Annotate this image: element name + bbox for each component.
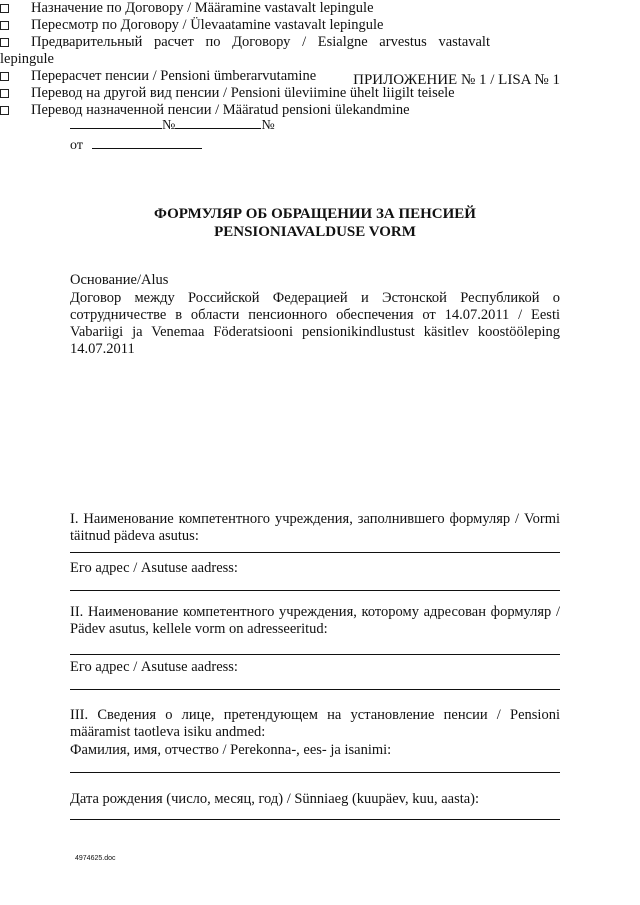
option-transfer-pension[interactable] bbox=[0, 102, 490, 119]
option-label: Перевод на другой вид пенсии / Pensioni üleviimine ühelt liigilt teisele bbox=[31, 85, 455, 101]
number-sign-1: № bbox=[162, 118, 176, 133]
request-type-options bbox=[0, 0, 490, 119]
form-title-ru: ФОРМУЛЯР ОБ ОБРАЩЕНИИ ЗА ПЕНСИЕЙ bbox=[154, 206, 476, 222]
option-recalculation[interactable] bbox=[0, 68, 490, 85]
form-title bbox=[70, 205, 560, 241]
section3-name-label: Фамилия, имя, отчество / Perekonna-, ees- ja isanimi: bbox=[70, 742, 392, 758]
form-title-et: PENSIONIAVALDUSE VORM bbox=[214, 224, 416, 240]
section3-birth-field[interactable] bbox=[70, 819, 560, 820]
checkbox-icon[interactable] bbox=[0, 38, 9, 47]
from-date-line bbox=[70, 136, 202, 154]
option-label: Пересмотр по Договору / Ülevaatamine vastavalt lepingule bbox=[31, 17, 384, 33]
section1-address-label: Его адрес / Asutuse aadress: bbox=[70, 560, 238, 576]
option-label: Перерасчет пенсии / Pensioni ümberarvutamine bbox=[31, 68, 317, 84]
checkbox-icon[interactable] bbox=[0, 106, 9, 115]
option-preliminary-calculation[interactable] bbox=[0, 34, 490, 68]
basis-text: Договор между Российской Федерацией и Эстонской Республикой о сотрудничестве в области пенсионного обеспечения от 14.07.2011 / Eesti Vabariigi ja Venemaa Föderatsiooni pensionikindlustust käsitlev koostööleping 14.07.2011 bbox=[70, 290, 560, 357]
checkbox-icon[interactable] bbox=[0, 21, 9, 30]
annex-label: ПРИЛОЖЕНИЕ № 1 / LISA № 1 bbox=[353, 72, 560, 88]
section1-heading: I. Наименование компетентного учреждения, заполнившего формуляр / Vormi täitnud pädeva asutus: bbox=[70, 511, 560, 544]
option-review[interactable] bbox=[0, 17, 490, 34]
section2-address-field[interactable] bbox=[70, 689, 560, 690]
option-label: Предварительный расчет по Договору / Esialgne arvestus vastavalt lepingule bbox=[0, 34, 490, 67]
option-assignment[interactable] bbox=[0, 0, 490, 17]
section2-institution-field[interactable] bbox=[70, 654, 560, 655]
section3-name-field[interactable] bbox=[70, 772, 560, 773]
section3-birth-label: Дата рождения (число, месяц, год) / Sünniaeg (kuupäev, kuu, aasta): bbox=[70, 791, 480, 807]
option-label: Назначение по Договору / Määramine vastavalt lepingule bbox=[31, 0, 374, 16]
option-label: Перевод назначенной пенсии / Määratud pensioni ülekandmine bbox=[31, 102, 410, 118]
section2-address-label: Его адрес / Asutuse aadress: bbox=[70, 659, 238, 675]
basis-label: Основание/Alus bbox=[70, 272, 169, 288]
document-id: 4974625.doc bbox=[75, 855, 116, 862]
number-sign-2: № bbox=[261, 118, 275, 133]
section1-institution-field[interactable] bbox=[70, 552, 560, 553]
from-date-blank[interactable] bbox=[92, 136, 202, 149]
section3-heading: III. Сведения о лице, претендующем на установление пенсии / Pensioni määramist taotleva isiku andmed: bbox=[70, 707, 560, 740]
from-label: от bbox=[70, 138, 83, 153]
option-transfer-type[interactable] bbox=[0, 85, 490, 102]
checkbox-icon[interactable] bbox=[0, 89, 9, 98]
checkbox-icon[interactable] bbox=[0, 72, 9, 81]
checkbox-icon[interactable] bbox=[0, 4, 9, 13]
section1-address-field[interactable] bbox=[70, 590, 560, 591]
section2-heading: II. Наименование компетентного учреждения, которому адресован формуляр / Pädev asutus, kellele vorm on adresseeritud: bbox=[70, 604, 560, 637]
